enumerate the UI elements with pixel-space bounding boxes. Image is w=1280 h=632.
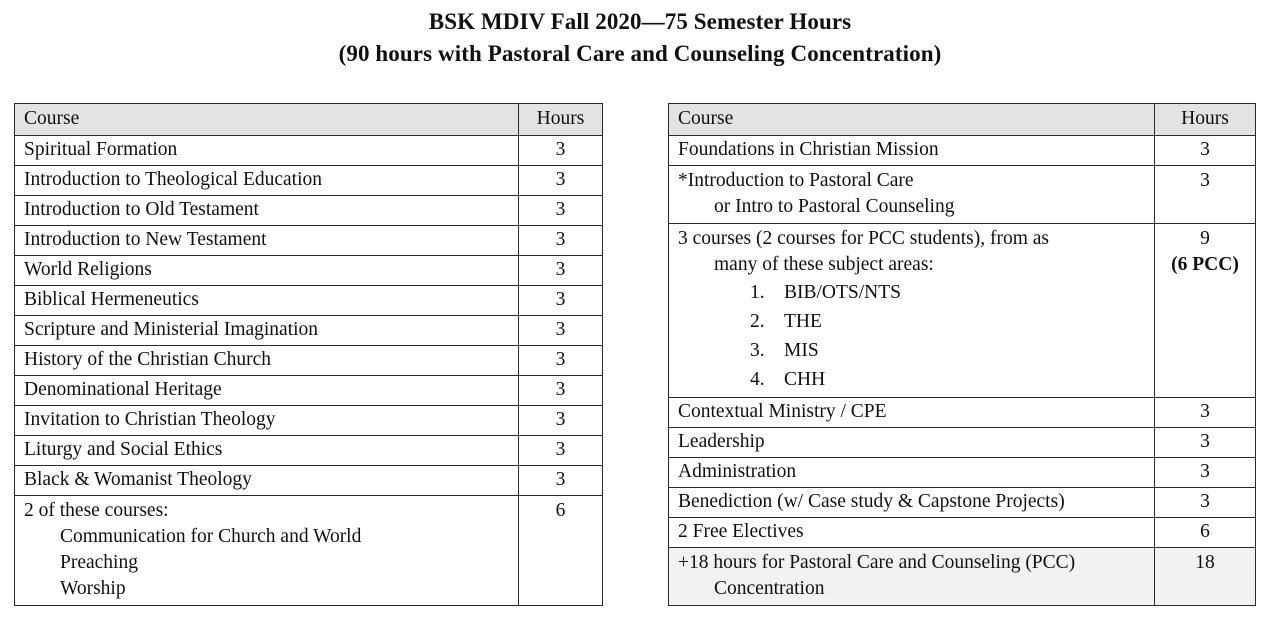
- course-hours: 6: [519, 496, 603, 606]
- table-row: [669, 458, 1256, 488]
- course-name: Benediction (w/ Case study & Capstone Projects): [669, 488, 1155, 518]
- course-hours: 9: [1200, 228, 1210, 249]
- table-row: [15, 136, 603, 166]
- course-hours: 3: [519, 316, 603, 346]
- pcc-concentration-line-2: Concentration: [714, 578, 825, 599]
- course-choice-option: Communication for Church and World: [60, 526, 362, 547]
- table-row: [15, 466, 603, 496]
- tables-container: [0, 103, 1280, 606]
- course-hours: 18: [1155, 548, 1256, 606]
- right-table-header-row: [669, 104, 1256, 136]
- left-table-header-row: [15, 104, 603, 136]
- list-item: [750, 307, 1148, 336]
- course-hours: 3: [519, 256, 603, 286]
- pastoral-care-line-1: *Introduction to Pastoral Care: [678, 170, 914, 191]
- table-row: [15, 346, 603, 376]
- course-hours: 3: [519, 286, 603, 316]
- course-choice-option: Preaching: [60, 552, 138, 573]
- course-name: Black & Womanist Theology: [15, 466, 519, 496]
- pcc-concentration-cell: [669, 548, 1155, 606]
- course-hours: 3: [519, 376, 603, 406]
- table-row: [15, 376, 603, 406]
- list-item: [750, 278, 1148, 307]
- course-name: Scripture and Ministerial Imagination: [15, 316, 519, 346]
- table-row: [669, 398, 1256, 428]
- table-row-course-choice: [15, 496, 603, 606]
- table-row: [669, 518, 1256, 548]
- course-name: History of the Christian Church: [15, 346, 519, 376]
- course-hours: 3: [1155, 166, 1256, 224]
- course-hours: 6: [1155, 518, 1256, 548]
- table-row: [669, 136, 1256, 166]
- course-name: Introduction to Old Testament: [15, 196, 519, 226]
- course-hours: 3: [519, 466, 603, 496]
- course-hours: 3: [519, 166, 603, 196]
- list-item-label: CHH: [784, 369, 826, 390]
- course-name: Contextual Ministry / CPE: [669, 398, 1155, 428]
- list-item-label: MIS: [784, 340, 819, 361]
- right-course-table: [668, 103, 1256, 606]
- course-hours: 3: [1155, 458, 1256, 488]
- left-header-course: Course: [15, 104, 519, 136]
- course-name: Denominational Heritage: [15, 376, 519, 406]
- course-name: Leadership: [669, 428, 1155, 458]
- table-row: [15, 166, 603, 196]
- course-name: Spiritual Formation: [15, 136, 519, 166]
- table-row: [15, 196, 603, 226]
- subject-areas-line-2: many of these subject areas:: [714, 254, 934, 275]
- page-title-line-2: (90 hours with Pastoral Care and Counseling Concentration): [338, 41, 942, 66]
- list-item-number: 4.: [750, 369, 765, 390]
- left-course-table: [14, 103, 603, 606]
- course-hours: 3: [1155, 428, 1256, 458]
- page-title: [0, 0, 1280, 70]
- course-hours: 3: [1155, 136, 1256, 166]
- table-row: [15, 226, 603, 256]
- course-name: Invitation to Christian Theology: [15, 406, 519, 436]
- course-hours: 3: [519, 436, 603, 466]
- left-table-wrapper: [14, 103, 602, 606]
- course-name: Liturgy and Social Ethics: [15, 436, 519, 466]
- subject-areas-cell: [669, 224, 1155, 398]
- course-hours: 3: [519, 346, 603, 376]
- course-hours: 3: [519, 136, 603, 166]
- course-name: Introduction to Theological Education: [15, 166, 519, 196]
- pcc-concentration-line-1: +18 hours for Pastoral Care and Counseling (PCC): [678, 552, 1076, 573]
- course-choice-lead: 2 of these courses:: [24, 500, 169, 521]
- table-row-subject-areas: [669, 224, 1256, 398]
- list-item-label: BIB/OTS/NTS: [784, 282, 902, 303]
- course-hours-pcc: (6 PCC): [1171, 254, 1239, 275]
- course-choice-cell: [15, 496, 519, 606]
- left-table-body: [15, 136, 603, 606]
- course-choice-option: Worship: [60, 578, 126, 599]
- course-name: World Religions: [15, 256, 519, 286]
- course-name: Biblical Hermeneutics: [15, 286, 519, 316]
- table-row: [669, 428, 1256, 458]
- course-name: 2 Free Electives: [669, 518, 1155, 548]
- list-item: [750, 365, 1148, 394]
- course-hours: 3: [1155, 488, 1256, 518]
- course-hours: 3: [519, 226, 603, 256]
- subject-areas-list: [678, 278, 1148, 394]
- list-item-label: THE: [784, 311, 822, 332]
- page-title-line-1: BSK MDIV Fall 2020—75 Semester Hours: [428, 9, 852, 34]
- table-row: [15, 316, 603, 346]
- table-row: [15, 406, 603, 436]
- left-header-hours: Hours: [519, 104, 603, 136]
- table-row: [669, 488, 1256, 518]
- right-table-body: [669, 136, 1256, 606]
- list-item: [750, 336, 1148, 365]
- table-row-pcc-concentration: [669, 548, 1256, 606]
- course-hours: 3: [1155, 398, 1256, 428]
- course-name: Foundations in Christian Mission: [669, 136, 1155, 166]
- table-row: [15, 436, 603, 466]
- right-table-wrapper: [668, 103, 1255, 606]
- course-name: Introduction to New Testament: [15, 226, 519, 256]
- subject-areas-hours-cell: [1155, 224, 1256, 398]
- subject-areas-line-1: 3 courses (2 courses for PCC students), from as: [678, 228, 1049, 249]
- list-item-number: 3.: [750, 340, 765, 361]
- course-hours: 3: [519, 406, 603, 436]
- list-item-number: 2.: [750, 311, 765, 332]
- list-item-number: 1.: [750, 282, 765, 303]
- course-name: Administration: [669, 458, 1155, 488]
- pastoral-care-cell: [669, 166, 1155, 224]
- right-header-course: Course: [669, 104, 1155, 136]
- table-row: [15, 286, 603, 316]
- table-row: [15, 256, 603, 286]
- table-row-pastoral-care: [669, 166, 1256, 224]
- course-hours: 3: [519, 196, 603, 226]
- pastoral-care-line-2: or Intro to Pastoral Counseling: [714, 196, 955, 217]
- right-header-hours: Hours: [1155, 104, 1256, 136]
